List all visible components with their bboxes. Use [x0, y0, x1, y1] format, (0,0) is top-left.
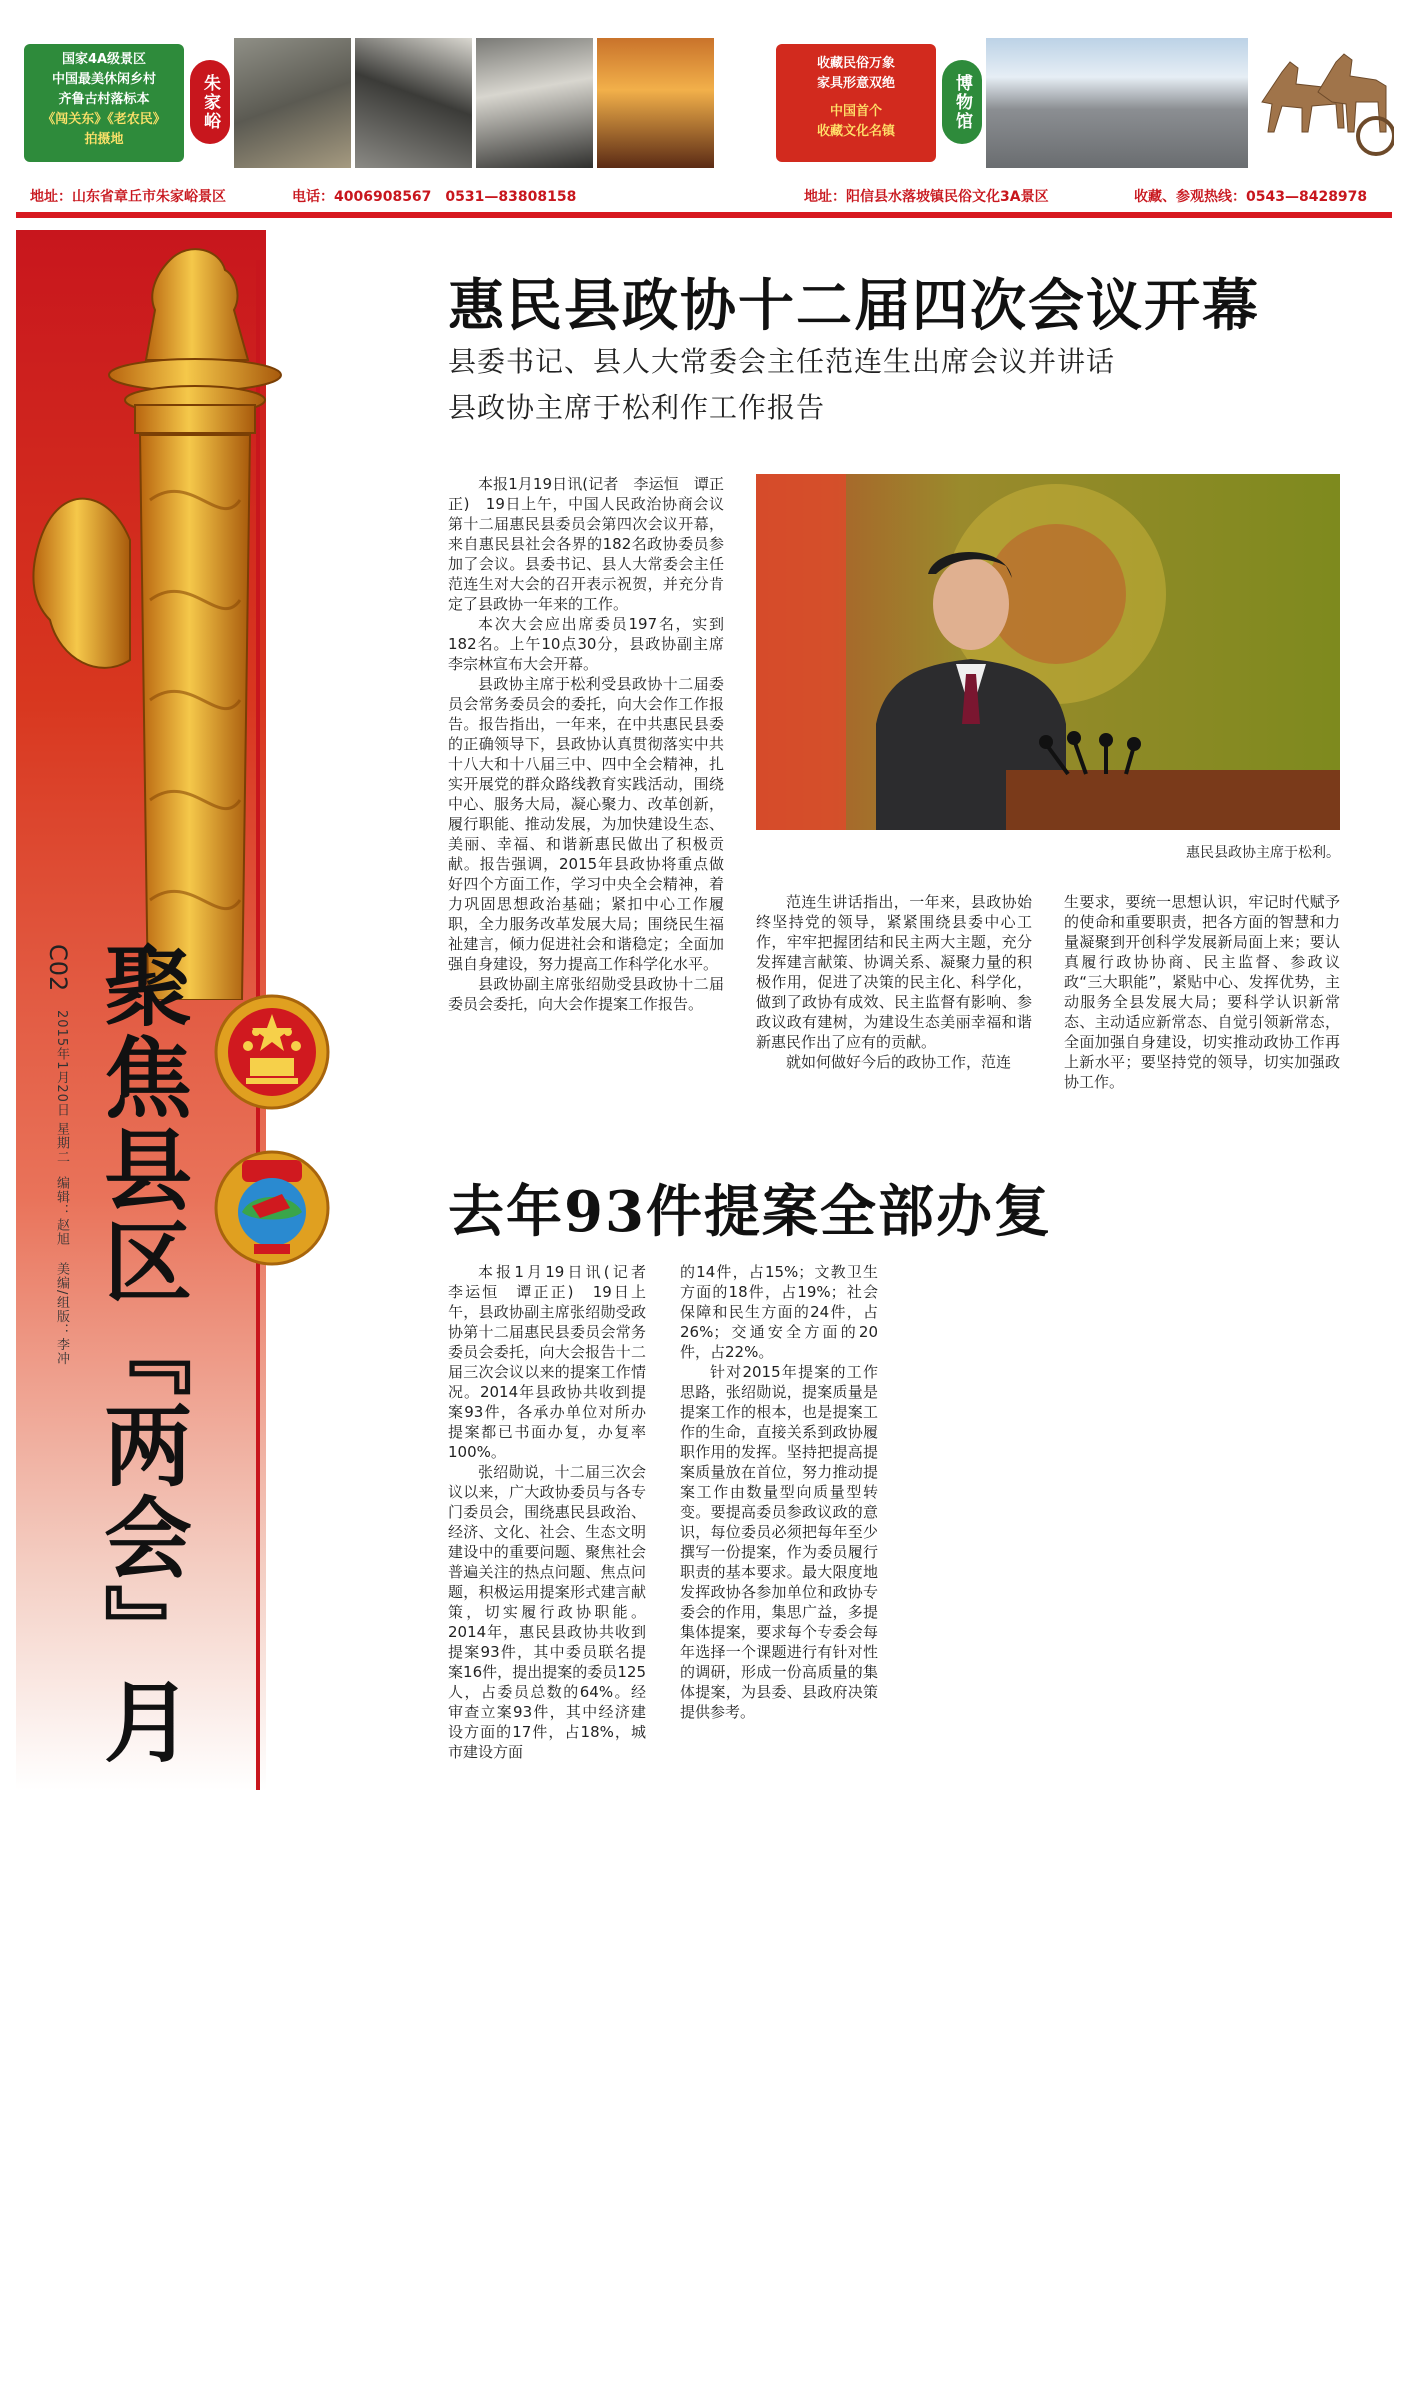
article1-col1-para-1: 本报1月19日讯(记者 李运恒 谭正正) 19日上午，中国人民政治协商会议第十二届惠民县委员会第四次会议开幕，来自惠民县社会各界的182名政协委员参加了会议。县委书记、县人大常委会主任范连生对大会的召开表示祝贺，并充分肯定了县政协一年来的工作。: [448, 475, 724, 613]
article1-col3-para-1: 生要求，要统一思想认识，牢记时代赋予的使命和重要职责，把各方面的智慧和力量凝聚到开创科学发展新局面上来；要认真履行政协协商、民主监督、参政议政“三大职能”，紧贴中心、发挥优势，主动服务全县发展大局；要科学认识新常态、主动适应新常态、自觉引领新常态，全面加强自身建设，切实推动政协工作再上新水平；要坚持党的领导，切实加强政协工作。: [1064, 893, 1340, 1091]
top-ad-banner: [20, 32, 1400, 222]
article1-subhead-1: 县委书记、县人大常委会主任范连生出席会议并讲话: [448, 345, 1116, 378]
article1-col1-para-3: 县政协主席于松利受县政协十二届委员会常务委员会的委托，向大会作工作报告。报告指出，一年来，在中共惠民县委的正确领导下，县政协认真贯彻落实中共十八大和十八届三中、四中全会精神，扎实开展党的群众路线教育实践活动，围绕中心、服务大局，凝心聚力、改革创新，履行职能、推动发展，为加快建设生态、美丽、幸福、和谐新惠民做出了积极贡献。报告强调，2015年县政协将重点做好四个方面工作，学习中央全会精神，着力巩固思想政治基础；紧扣中心工作履职，全力服务改革发展大局；围绕民生福祉建言，倾力促进社会和谐稳定；全面加强自身建设，努力提高工作科学化水平。: [448, 675, 724, 973]
top-red-rule: [16, 212, 1392, 218]
ad-left-photo-street: [476, 38, 593, 168]
ad-left-photos: [234, 38, 714, 168]
article1-column-3: [1064, 892, 1340, 1092]
ad-left-line-5: 拍摄地: [84, 132, 124, 147]
article2-col1-para-1: 本报1月19日讯(记者 李运恒 谭正正) 19日上午，县政协副主席张绍勋受政协第十二届惠民县委员会常务委员会委托，向大会报告十二届三次会议以来的提案工作情况。2014年县政协共收到提案93件，各承办单位对所办提案都已书面办复，办复率100%。: [448, 1263, 662, 1461]
huabiao-column-illustration: [20, 240, 360, 1000]
article1-subhead-2: 县政协主席于松利作工作报告: [448, 391, 826, 424]
ad-right-line-1: 收藏民俗万象: [816, 56, 895, 71]
ad-left-textbox: [24, 44, 184, 162]
ad-left-address: 地址：山东省章丘市朱家峪景区: [30, 189, 226, 205]
ad-left-photo-village: [234, 38, 351, 168]
ad-right-line-3: 中国首个: [829, 104, 882, 119]
ad-left-photo-houses: [355, 38, 472, 168]
ad-left-line-1: 国家4A级景区: [61, 52, 147, 67]
ad-right-phone: 收藏、参观热线：0543—8428978: [1134, 189, 1368, 205]
national-emblem-icon: [212, 992, 332, 1112]
page-code: C02: [44, 944, 72, 992]
article1-col2-para-2: 就如何做好今后的政协工作，范连: [786, 1053, 1012, 1071]
ad-right-address: 地址：阳信县水落坡镇民俗文化3A景区: [804, 189, 1049, 205]
article2-col1-para-2: 张绍勋说，十二届三次会议以来，广大政协委员与各专门委员会，围绕惠民县政治、经济、文化、社会、生态文明建设中的重要问题、聚焦社会普遍关注的热点问题、焦点问题，积极运用提案形式建言献策，切实履行政协职能。2014年，惠民县政协共收到提案93件，其中委员联名提案16件，提出提案的委员125人，占委员总数的64%。经审查立案93件，其中经济建设方面的17件，占18%，城市建设方面: [448, 1463, 646, 1761]
article1-col1-para-2: 本次大会应出席委员197名，实到182名。上午10点30分，县政协副主席李宗林宣布大会开幕。: [448, 615, 724, 673]
article1-photo-caption: 惠民县政协主席于松利。: [1186, 845, 1340, 861]
ad-right-photo-museum: [986, 38, 1248, 168]
cppcc-emblem-icon: [212, 1148, 332, 1268]
article1-col2-para-1: 范连生讲话指出，一年来，县政协始终坚持党的领导，紧紧围绕县委中心工作，牢牢把握团结和民主两大主题，充分发挥建言献策、协调关系、凝聚力量的积极作用，促进了决策的民主化、科学化，做到了政协有成效、民主监督有影响、参政议政有建树，为建设生态美丽幸福和谐新惠民作出了应有的贡献。: [756, 893, 1032, 1051]
editor-credit: 编辑：赵旭: [54, 1176, 69, 1246]
section-title: 聚焦县区『两会』月: [90, 940, 194, 1768]
ad-left-line-4: 《闯关东》《老农民》: [42, 112, 166, 127]
ad-left-seal: 朱家峪: [190, 60, 230, 144]
issue-weekday: 星期二: [54, 1122, 69, 1164]
article2-headline: 去年93件提案全部办复: [448, 1179, 1052, 1245]
ad-right-seal: 博物馆: [942, 60, 982, 144]
ad-left-photo-sunset: [597, 38, 714, 168]
ad-left-line-2: 中国最美休闲乡村: [51, 72, 156, 87]
ad-left-line-3: 齐鲁古村落标本: [58, 92, 150, 107]
article1-headline: 惠民县政协十二届四次会议开幕: [448, 273, 1260, 339]
ad-right-horse-statues: [1252, 32, 1394, 172]
ad-left-phone: 电话：4006908567 0531—83808158: [292, 189, 577, 205]
ad-right-textbox: [776, 44, 936, 162]
article1-col1-para-4: 县政协副主席张绍勋受县政协十二届委员会委托，向大会作提案工作报告。: [448, 975, 724, 1013]
ad-right-line-2: 家具形意双绝: [816, 76, 895, 91]
article1-column-1: [448, 474, 724, 1014]
designer-credit: 美编/组版：李冲: [54, 1262, 69, 1366]
ad-right-line-4: 收藏文化名镇: [816, 124, 895, 139]
article2-col2-para-1: 的14件，占15%；文教卫生方面的18件，占19%；社会保障和民生方面的24件，占26%；交通安全方面的20件，占22%。: [680, 1263, 878, 1361]
article2-column-2: [680, 1262, 878, 1722]
article2-col2-para-2: 针对2015年提案的工作思路，张绍勋说，提案质量是提案工作的根本，也是提案工作的生命，直接关系到政协履职作用的发挥。坚持把提高提案质量放在首位，努力推动提案工作由数量型向质量型转变。要提高委员参政议政的意识，每位委员必须把每年至少撰写一份提案，作为委员履行职责的基本要求。最大限度地发挥政协各参加单位和政协专委会的作用，集思广益，多提集体提案，要求每个专委会每年选择一个课题进行有针对性的调研，形成一份高质量的集体提案，为县委、县政府决策提供参考。: [680, 1363, 878, 1721]
article1-column-2: [756, 892, 1032, 1072]
article2-column-1: [448, 1262, 662, 1762]
article1-photo-speaker: [756, 474, 1340, 830]
issue-date: 2015年1月20日: [54, 1010, 69, 1117]
